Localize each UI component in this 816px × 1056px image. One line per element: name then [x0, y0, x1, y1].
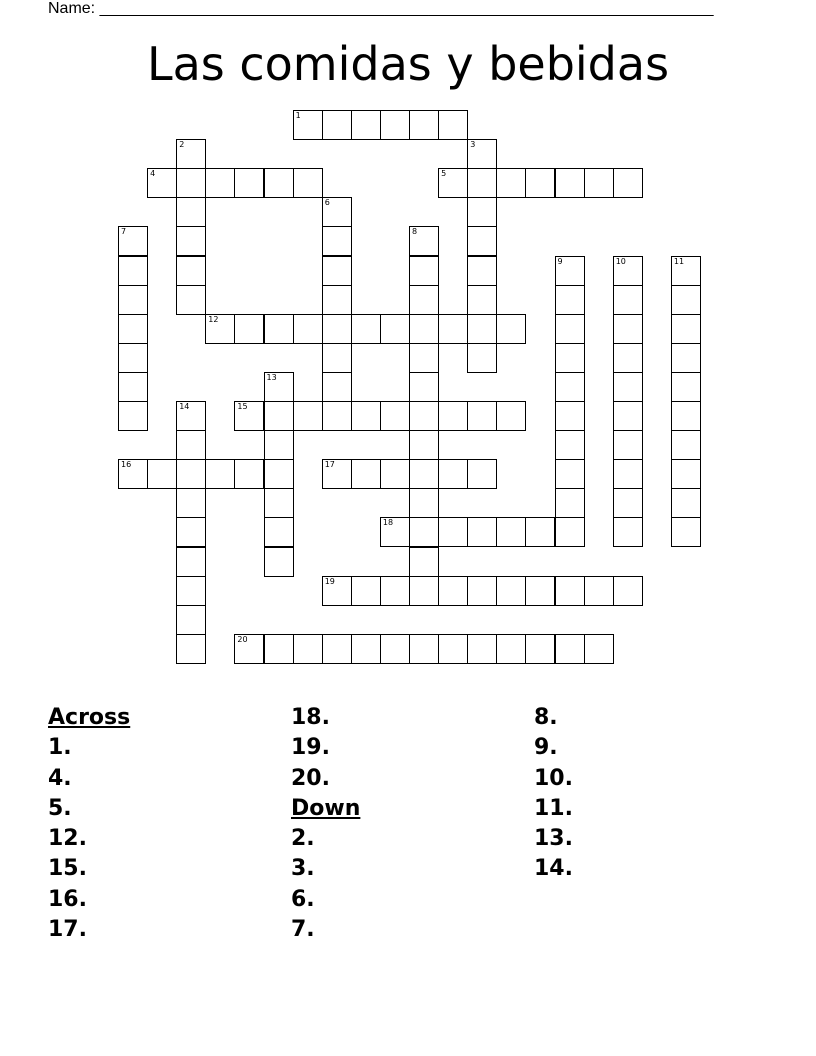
clue-number: 8. [534, 705, 558, 730]
crossword-cell[interactable] [613, 430, 643, 460]
crossword-cell[interactable] [264, 168, 294, 198]
crossword-cell[interactable] [264, 488, 294, 518]
clue-number-label: 8 [412, 227, 418, 237]
crossword-cell[interactable] [555, 430, 585, 460]
crossword-cell[interactable] [322, 226, 352, 256]
crossword-cell[interactable] [293, 401, 323, 431]
crossword-cell[interactable] [613, 343, 643, 373]
clue-number-label: 13 [266, 372, 277, 382]
crossword-cell[interactable] [380, 517, 410, 547]
crossword-cell[interactable] [351, 634, 381, 664]
clue-number-label: 6 [324, 198, 330, 208]
crossword-cell[interactable] [438, 576, 468, 606]
crossword-cell[interactable] [525, 168, 555, 198]
crossword-cell[interactable] [351, 401, 381, 431]
crossword-cell[interactable] [205, 314, 235, 344]
clue-number-label: 3 [470, 140, 476, 150]
crossword-cell[interactable] [176, 139, 206, 169]
crossword-cell[interactable] [409, 226, 439, 256]
crossword-cell[interactable] [322, 634, 352, 664]
crossword-cell[interactable] [264, 430, 294, 460]
clue-number: 15. [48, 856, 87, 882]
crossword-cell[interactable] [409, 343, 439, 373]
crossword-cell[interactable] [671, 285, 701, 315]
crossword-cell[interactable] [525, 634, 555, 664]
crossword-cell[interactable] [467, 139, 497, 169]
crossword-cell[interactable] [671, 372, 701, 402]
crossword-cell[interactable] [322, 110, 352, 140]
crossword-cell[interactable] [176, 226, 206, 256]
clue-column-1 [48, 703, 278, 945]
crossword-cell[interactable] [555, 285, 585, 315]
clue-number-label: 2 [179, 140, 185, 150]
crossword-cell[interactable] [584, 634, 614, 664]
crossword-cell[interactable] [613, 401, 643, 431]
crossword-cell[interactable] [234, 314, 264, 344]
crossword-cell[interactable] [613, 168, 643, 198]
clue-number-label: 10 [615, 256, 626, 266]
crossword-cell[interactable] [205, 459, 235, 489]
crossword-cell[interactable] [293, 110, 323, 140]
crossword-cell[interactable] [380, 634, 410, 664]
crossword-cell[interactable] [351, 459, 381, 489]
crossword-cell[interactable] [409, 401, 439, 431]
crossword-cell[interactable] [176, 517, 206, 547]
crossword-cell[interactable] [438, 168, 468, 198]
crossword-cell[interactable] [438, 110, 468, 140]
crossword-cell[interactable] [409, 256, 439, 286]
crossword-cell[interactable] [409, 488, 439, 518]
crossword-cell[interactable] [671, 430, 701, 460]
crossword-cell[interactable] [613, 488, 643, 518]
crossword-cell[interactable] [496, 168, 526, 198]
clue-number: 20. [291, 765, 330, 791]
crossword-cell[interactable] [147, 168, 177, 198]
crossword-cell[interactable] [555, 256, 585, 286]
crossword-cell[interactable] [234, 168, 264, 198]
crossword-cell[interactable] [234, 401, 264, 431]
clue-number: 9. [534, 735, 558, 761]
crossword-cell[interactable] [351, 110, 381, 140]
crossword-cell[interactable] [409, 285, 439, 315]
crossword-cell[interactable] [264, 547, 294, 577]
clue-number: 12. [48, 826, 87, 852]
clue-number: 3. [291, 856, 315, 882]
clue-number-label: 5 [441, 169, 447, 179]
crossword-cell[interactable] [467, 285, 497, 315]
page-title: Las comidas y bebidas [146, 37, 670, 91]
crossword-cell[interactable] [555, 401, 585, 431]
crossword-cell[interactable] [555, 343, 585, 373]
crossword-cell[interactable] [176, 634, 206, 664]
crossword-cell[interactable] [322, 285, 352, 315]
clue-number: 6. [291, 886, 315, 912]
crossword-cell[interactable] [118, 459, 148, 489]
clue-number: 2. [291, 826, 315, 852]
crossword-cell[interactable] [671, 314, 701, 344]
crossword-cell[interactable] [438, 459, 468, 489]
crossword-cell[interactable] [351, 314, 381, 344]
crossword-cell[interactable] [613, 459, 643, 489]
crossword-cell[interactable] [176, 547, 206, 577]
crossword-cell[interactable] [555, 168, 585, 198]
crossword-cell[interactable] [584, 576, 614, 606]
clue-number-label: 16 [121, 460, 132, 470]
crossword-cell[interactable] [467, 343, 497, 373]
crossword-cell[interactable] [409, 372, 439, 402]
down-heading: Down [291, 795, 361, 821]
crossword-cell[interactable] [264, 517, 294, 547]
crossword-cell[interactable] [118, 256, 148, 286]
clue-number-label: 17 [324, 460, 335, 470]
crossword-cell[interactable] [380, 314, 410, 344]
clue-number: 7. [291, 917, 315, 943]
crossword-cell[interactable] [293, 314, 323, 344]
clue-number-label: 20 [237, 634, 248, 644]
crossword-cell[interactable] [264, 314, 294, 344]
clue-number: 4. [48, 765, 72, 791]
crossword-cell[interactable] [671, 459, 701, 489]
crossword-cell[interactable] [322, 256, 352, 286]
crossword-cell[interactable] [176, 605, 206, 635]
crossword-cell[interactable] [293, 168, 323, 198]
crossword-cell[interactable] [118, 314, 148, 344]
crossword-cell[interactable] [613, 256, 643, 286]
clue-number: 13. [534, 826, 573, 852]
crossword-cell[interactable] [322, 197, 352, 227]
crossword-cell[interactable] [409, 110, 439, 140]
crossword-cell[interactable] [176, 401, 206, 431]
clue-number-label: 12 [208, 314, 219, 324]
crossword-cell[interactable] [467, 401, 497, 431]
crossword-cell[interactable] [409, 547, 439, 577]
crossword-cell[interactable] [467, 314, 497, 344]
crossword-cell[interactable] [322, 401, 352, 431]
crossword-cell[interactable] [176, 197, 206, 227]
crossword-cell[interactable] [467, 576, 497, 606]
crossword-cell[interactable] [496, 401, 526, 431]
crossword-cell[interactable] [409, 576, 439, 606]
clue-number-label: 11 [673, 256, 685, 266]
clue-column-3 [534, 703, 764, 885]
crossword-cell[interactable] [409, 459, 439, 489]
crossword-cell[interactable] [555, 634, 585, 664]
crossword-cell[interactable] [293, 634, 323, 664]
crossword-cell[interactable] [467, 168, 497, 198]
crossword-cell[interactable] [176, 488, 206, 518]
crossword-cell[interactable] [467, 226, 497, 256]
crossword-cell[interactable] [613, 372, 643, 402]
clue-number-label: 7 [121, 227, 127, 237]
crossword-cell[interactable] [467, 256, 497, 286]
clue-number: 5. [48, 795, 72, 821]
crossword-cell[interactable] [234, 459, 264, 489]
clue-number-label: 18 [382, 518, 394, 528]
clue-number: 1. [48, 735, 72, 761]
crossword-cell[interactable] [496, 517, 526, 547]
crossword-cell[interactable] [438, 401, 468, 431]
crossword-cell[interactable] [118, 343, 148, 373]
crossword-cell[interactable] [525, 517, 555, 547]
crossword-cell[interactable] [264, 634, 294, 664]
crossword-cell[interactable] [380, 459, 410, 489]
crossword-cell[interactable] [351, 576, 381, 606]
clue-number: 10. [534, 765, 573, 791]
crossword-cell[interactable] [176, 576, 206, 606]
name-field-label: Name: _____________________________________________________________________ [48, 0, 714, 17]
clue-number: 17. [48, 917, 87, 943]
crossword-cell[interactable] [438, 634, 468, 664]
crossword-cell[interactable] [264, 459, 294, 489]
crossword-cell[interactable] [205, 168, 235, 198]
clue-number-label: 4 [150, 169, 156, 179]
clue-number-label: 9 [557, 256, 563, 266]
crossword-cell[interactable] [322, 459, 352, 489]
crossword-cell[interactable] [467, 634, 497, 664]
crossword-cell[interactable] [671, 343, 701, 373]
crossword-cell[interactable] [264, 372, 294, 402]
crossword-cell[interactable] [613, 517, 643, 547]
crossword-cell[interactable] [380, 576, 410, 606]
crossword-cell[interactable] [118, 285, 148, 315]
crossword-cell[interactable] [380, 110, 410, 140]
clue-column-2 [291, 703, 521, 945]
crossword-cell[interactable] [613, 285, 643, 315]
crossword-cell[interactable] [555, 488, 585, 518]
crossword-cell[interactable] [176, 256, 206, 286]
clue-number: 18. [291, 705, 330, 730]
crossword-cell[interactable] [671, 256, 701, 286]
crossword-cell[interactable] [118, 372, 148, 402]
crossword-cell[interactable] [322, 314, 352, 344]
crossword-cell[interactable] [671, 488, 701, 518]
crossword-cell[interactable] [322, 343, 352, 373]
crossword-cell[interactable] [467, 197, 497, 227]
crossword-cell[interactable] [584, 168, 614, 198]
crossword-cell[interactable] [467, 459, 497, 489]
crossword-cell[interactable] [409, 430, 439, 460]
crossword-cell[interactable] [467, 517, 497, 547]
crossword-cell[interactable] [555, 576, 585, 606]
crossword-cell[interactable] [380, 401, 410, 431]
crossword-cell[interactable] [613, 576, 643, 606]
crossword-cell[interactable] [176, 459, 206, 489]
clue-number-label: 15 [237, 402, 248, 411]
crossword-cell[interactable] [555, 372, 585, 402]
crossword-cell[interactable] [409, 314, 439, 344]
crossword-cell[interactable] [496, 314, 526, 344]
clue-number: 11. [534, 795, 573, 821]
clue-number: 19. [291, 735, 330, 761]
clue-number-label: 19 [324, 576, 335, 586]
crossword-cell[interactable] [438, 517, 468, 547]
crossword-cell[interactable] [322, 372, 352, 402]
crossword-cell[interactable] [176, 285, 206, 315]
crossword-cell[interactable] [118, 226, 148, 256]
crossword-cell[interactable] [147, 459, 177, 489]
clue-number: 14. [534, 856, 573, 882]
crossword-cell[interactable] [176, 168, 206, 198]
crossword-cell[interactable] [409, 634, 439, 664]
crossword-cell[interactable] [496, 634, 526, 664]
clue-number-label: 1 [295, 111, 301, 120]
crossword-cell[interactable] [555, 517, 585, 547]
crossword-cell[interactable] [613, 314, 643, 344]
crossword-cell[interactable] [409, 517, 439, 547]
crossword-cell[interactable] [438, 314, 468, 344]
crossword-cell[interactable] [496, 576, 526, 606]
crossword-cell[interactable] [671, 517, 701, 547]
crossword-cell[interactable] [525, 576, 555, 606]
crossword-cell[interactable] [234, 634, 264, 664]
crossword-cell[interactable] [118, 401, 148, 431]
crossword-cell[interactable] [264, 401, 294, 431]
clue-number: 16. [48, 886, 87, 912]
clue-number-label: 14 [179, 402, 190, 411]
crossword-cell[interactable] [322, 576, 352, 606]
crossword-cell[interactable] [671, 401, 701, 431]
across-heading: Across [48, 705, 131, 730]
crossword-cell[interactable] [176, 430, 206, 460]
crossword-cell[interactable] [555, 459, 585, 489]
crossword-cell[interactable] [555, 314, 585, 344]
